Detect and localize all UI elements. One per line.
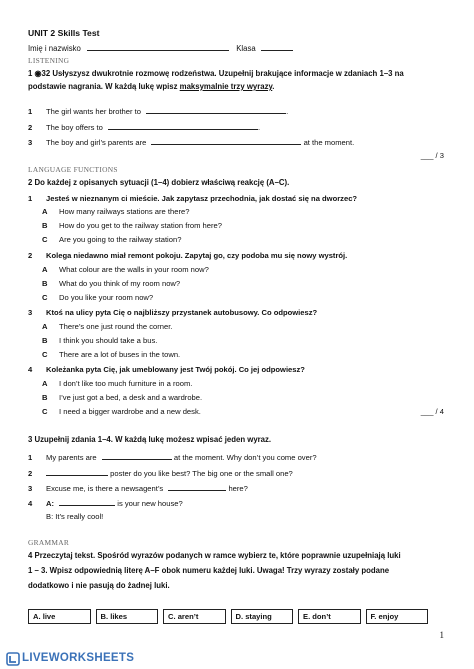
item-text: My parents are bbox=[46, 453, 97, 462]
gap-item-2 bbox=[28, 467, 293, 478]
item-text: A: bbox=[46, 499, 55, 508]
item-number: 1 bbox=[28, 107, 33, 116]
task-1-end: . bbox=[272, 82, 275, 91]
section-heading-functions: LANGUAGE FUNCTIONS bbox=[28, 165, 118, 174]
gap-blank-1[interactable] bbox=[102, 451, 172, 460]
score-task-2: ___ / 4 bbox=[420, 407, 444, 416]
class-field[interactable] bbox=[261, 42, 293, 51]
situation-text: Jesteś w nieznanym ci mieście. Jak zapytasz przechodnia, jak dostać się na dworzec? bbox=[46, 194, 358, 203]
task-4-line-1: 4 Przeczytaj tekst. Spośród wyrazów podanych w ramce wybierz te, które poprawnie uzupełniają luki bbox=[28, 551, 401, 560]
item-text-after: poster do you like best? The big one or the small one? bbox=[110, 469, 293, 478]
word-option: E. don’t bbox=[298, 609, 361, 624]
option-text: I think you should take a bus. bbox=[59, 336, 158, 345]
situation-number: 2 bbox=[28, 251, 33, 260]
task-1-text-2: podstawie nagrania. W każdą lukę wpisz bbox=[28, 82, 178, 91]
situation-3 bbox=[28, 308, 317, 317]
option-text: Are you going to the railway station? bbox=[59, 235, 182, 244]
option-letter: B bbox=[42, 221, 48, 230]
option-text: There are a lot of buses in the town. bbox=[59, 350, 181, 359]
option-1a[interactable] bbox=[42, 207, 189, 216]
task-4-line-3: dodatkowo i nie pasują do żadnej luki. bbox=[28, 581, 170, 590]
gap-item-3 bbox=[28, 482, 248, 493]
option-text: What do you think of my room now? bbox=[59, 279, 181, 288]
option-3b[interactable] bbox=[42, 336, 157, 345]
option-text: There’s one just round the corner. bbox=[59, 322, 173, 331]
score-task-1: ___ / 3 bbox=[420, 151, 444, 160]
option-text: Do you like your room now? bbox=[59, 293, 154, 302]
option-text: I’ve just got a bed, a desk and a wardrobe. bbox=[59, 393, 203, 402]
listening-item-1 bbox=[28, 105, 288, 116]
option-letter: A bbox=[42, 322, 48, 331]
item-number: 1 bbox=[28, 453, 33, 462]
liveworksheets-brand[interactable]: LIVEWORKSHEETS bbox=[22, 652, 135, 664]
task-2-instructions: 2 Do każdej z opisanych sytuacji (1–4) dobierz właściwą reakcję (A–C). bbox=[28, 178, 290, 187]
option-letter: C bbox=[42, 293, 48, 302]
situation-number: 4 bbox=[28, 365, 33, 374]
section-heading-grammar: GRAMMAR bbox=[28, 538, 70, 547]
gap-blank-3[interactable] bbox=[168, 482, 226, 491]
gap-item-4 bbox=[28, 497, 183, 508]
option-text: How do you get to the railway station from here? bbox=[59, 221, 222, 230]
task-1-instructions bbox=[28, 67, 448, 93]
option-text: I need a bigger wardrobe and a new desk. bbox=[59, 407, 201, 416]
option-4b[interactable] bbox=[42, 393, 202, 402]
option-letter: B bbox=[42, 336, 48, 345]
item-text-after: here? bbox=[228, 484, 248, 493]
option-1c[interactable] bbox=[42, 235, 181, 244]
option-4a[interactable] bbox=[42, 379, 192, 388]
item-text-after: at the moment. Why don’t you come over? bbox=[173, 453, 317, 462]
item-text: The girl wants her brother to bbox=[46, 107, 141, 116]
option-letter: B bbox=[42, 279, 48, 288]
situation-2 bbox=[28, 251, 347, 260]
option-letter: A bbox=[42, 265, 48, 274]
option-2a[interactable] bbox=[42, 265, 209, 274]
word-option: A. live bbox=[28, 609, 91, 624]
option-letter: A bbox=[42, 379, 48, 388]
item-text-after: is your new house? bbox=[117, 499, 183, 508]
item-number: 4 bbox=[28, 499, 33, 508]
situation-text: Kolega niedawno miał remont pokoju. Zapytaj go, czy podoba mu się nowy wystrój. bbox=[46, 251, 348, 260]
situation-number: 1 bbox=[28, 194, 33, 203]
option-3a[interactable] bbox=[42, 322, 172, 331]
audio-track-icon[interactable]: ◉ bbox=[34, 69, 42, 78]
option-3c[interactable] bbox=[42, 350, 180, 359]
gap-blank-2[interactable] bbox=[46, 467, 108, 476]
word-bank bbox=[28, 609, 428, 624]
item-number: 3 bbox=[28, 138, 33, 147]
section-heading-listening: LISTENING bbox=[28, 56, 70, 65]
option-letter: C bbox=[42, 350, 48, 359]
item-end: at the moment. bbox=[303, 138, 355, 147]
option-1b[interactable] bbox=[42, 221, 222, 230]
worksheet-title: UNIT 2 Skills Test bbox=[28, 28, 100, 38]
listening-item-3 bbox=[28, 136, 354, 147]
item-number: 2 bbox=[28, 123, 33, 132]
task-1-number: 1 bbox=[28, 69, 33, 78]
situation-text: Koleżanka pyta Cię, jak umeblowany jest Twój pokój. Co jej odpowiesz? bbox=[46, 365, 305, 374]
option-4c[interactable] bbox=[42, 407, 201, 416]
item-number: 2 bbox=[28, 469, 33, 478]
answer-blank-3[interactable] bbox=[151, 136, 301, 145]
name-field[interactable] bbox=[87, 42, 229, 51]
option-2b[interactable] bbox=[42, 279, 180, 288]
item-end: . bbox=[257, 123, 261, 132]
name-class-line bbox=[28, 42, 293, 53]
option-text: I don’t like too much furniture in a room. bbox=[59, 379, 193, 388]
option-text: What colour are the walls in your room now? bbox=[59, 265, 209, 274]
word-option: B. likes bbox=[96, 609, 159, 624]
item-text: The boy and girl’s parents are bbox=[46, 138, 147, 147]
page-number: 1 bbox=[439, 630, 444, 640]
answer-blank-2[interactable] bbox=[108, 121, 261, 132]
track-number: 32 bbox=[41, 69, 51, 78]
word-option: C. aren’t bbox=[163, 609, 226, 624]
gap-item-1 bbox=[28, 451, 317, 462]
task-3-instructions: 3 Uzupełnij zdania 1–4. W każdą lukę możesz wpisać jeden wyraz. bbox=[28, 435, 272, 444]
situation-4 bbox=[28, 365, 305, 374]
situation-number: 3 bbox=[28, 308, 33, 317]
word-option: D. staying bbox=[231, 609, 294, 624]
option-letter: A bbox=[42, 207, 48, 216]
answer-blank-1[interactable] bbox=[146, 105, 289, 116]
task-1-text-1: Usłyszysz dwukrotnie rozmowę rodzeństwa. Uzupełnij brakujące informacje w zdaniach 1–3 na bbox=[52, 69, 404, 78]
item-text: The boy offers to bbox=[46, 123, 103, 132]
name-label: Imię i nazwisko bbox=[28, 44, 81, 53]
gap-blank-4[interactable] bbox=[59, 497, 115, 506]
task-1-emphasis: maksymalnie trzy wyrazy bbox=[179, 82, 273, 91]
liveworksheets-logo-icon bbox=[6, 652, 20, 666]
listening-item-2 bbox=[28, 121, 260, 132]
footer-banner bbox=[0, 649, 474, 669]
word-option: F. enjoy bbox=[366, 609, 429, 624]
option-letter: C bbox=[42, 407, 48, 416]
situation-1 bbox=[28, 194, 357, 203]
option-text: How many railways stations are there? bbox=[59, 207, 190, 216]
task-4-line-2: 1 – 3. Wpisz odpowiednią literę A–F obok numeru każdej luki. Uwaga! Trzy wyrazy zostały podane bbox=[28, 566, 390, 575]
situation-text: Ktoś na ulicy pyta Cię o najbliższy przystanek autobusowy. Co odpowiesz? bbox=[46, 308, 318, 317]
option-letter: B bbox=[42, 393, 48, 402]
option-letter: C bbox=[42, 235, 48, 244]
item-end: . bbox=[286, 107, 289, 116]
class-label: Klasa bbox=[236, 44, 256, 53]
item-number: 3 bbox=[28, 484, 33, 493]
option-2c[interactable] bbox=[42, 293, 153, 302]
gap-reply: B: It’s really cool! bbox=[46, 512, 104, 521]
item-text: Excuse me, is there a newsagent’s bbox=[46, 484, 164, 493]
